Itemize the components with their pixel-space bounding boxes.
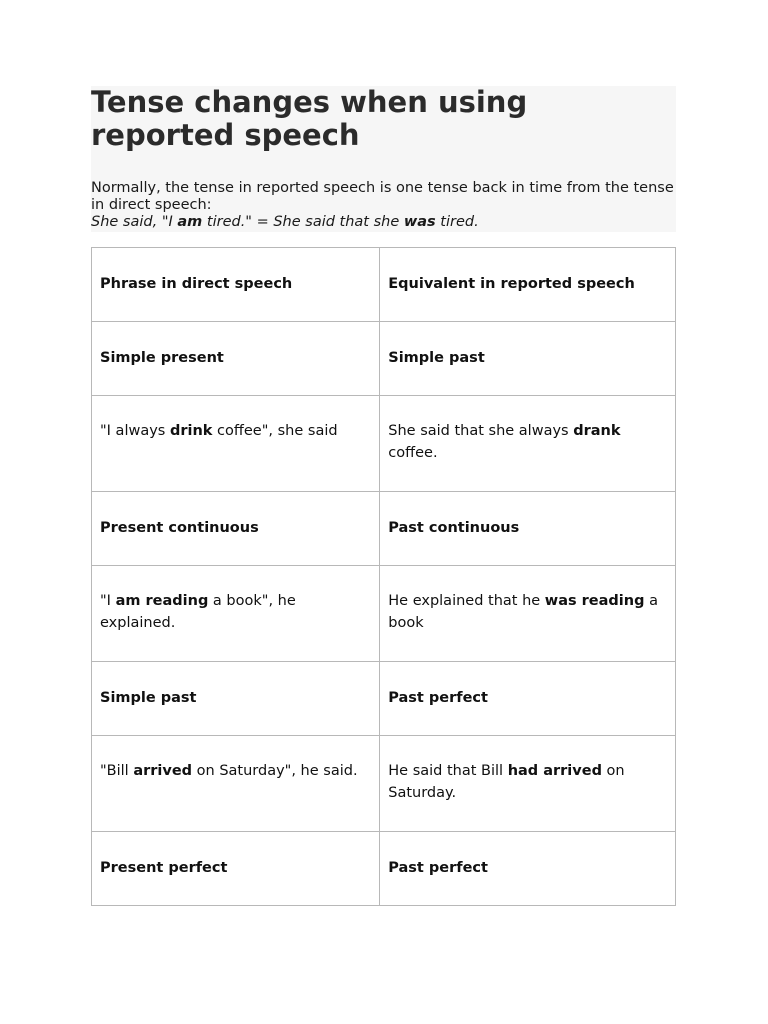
table-row [92, 662, 676, 736]
example-direct [92, 396, 380, 492]
intro-paragraph [91, 180, 676, 231]
example-part: She said that she always [388, 423, 574, 439]
page-title: Tense changes when using reported speech [91, 85, 528, 152]
table-header-row [92, 248, 676, 322]
example-part: "I [100, 593, 116, 609]
tense-label-reported: Past perfect [380, 832, 676, 906]
example-reported [380, 566, 676, 662]
example-part: She said, "I [91, 214, 178, 230]
example-part: He explained that he [388, 593, 545, 609]
tense-label-direct: Simple present [92, 322, 380, 396]
example-reported [380, 396, 676, 492]
example-part: coffee. [388, 445, 438, 461]
example-bold: drink [169, 423, 213, 439]
example-part: coffee", she said [212, 423, 338, 439]
tense-label-reported: Past perfect [380, 662, 676, 736]
example-part: tired. [435, 214, 479, 230]
example-part: He said that Bill [388, 763, 508, 779]
example-part: tired." = She said that she [202, 214, 404, 230]
intro-example [91, 214, 676, 231]
table-row [92, 832, 676, 906]
example-direct [92, 736, 380, 832]
tense-label-reported: Simple past [380, 322, 676, 396]
example-bold: am [177, 214, 203, 230]
example-bold: was reading [544, 593, 645, 609]
example-bold: drank [573, 423, 621, 439]
table-row [92, 736, 676, 832]
example-part: "I always [100, 423, 170, 439]
tense-label-reported: Past continuous [380, 492, 676, 566]
table-row [92, 566, 676, 662]
example-part: "Bill [100, 763, 134, 779]
example-bold: was [403, 214, 436, 230]
table-row [92, 396, 676, 492]
tense-label-direct: Simple past [92, 662, 380, 736]
header-box [91, 86, 676, 232]
table-row [92, 322, 676, 396]
example-bold: arrived [133, 763, 193, 779]
example-reported [380, 736, 676, 832]
example-bold: am reading [115, 593, 209, 609]
header-direct-speech: Phrase in direct speech [92, 248, 380, 322]
example-part: on Saturday", he said. [192, 763, 358, 779]
example-part: on Saturday. [388, 763, 625, 801]
intro-text: Normally, the tense in reported speech is one tense back in time from the tense in direct speech: [91, 180, 674, 213]
example-direct [92, 566, 380, 662]
tense-label-direct: Present perfect [92, 832, 380, 906]
header-reported-speech: Equivalent in reported speech [380, 248, 676, 322]
tense-label-direct: Present continuous [92, 492, 380, 566]
tense-table [91, 247, 676, 906]
example-bold: had arrived [507, 763, 602, 779]
document-page [91, 85, 676, 876]
example-part: a book", he explained. [100, 593, 296, 631]
table-row [92, 492, 676, 566]
example-part: a book [388, 593, 658, 631]
